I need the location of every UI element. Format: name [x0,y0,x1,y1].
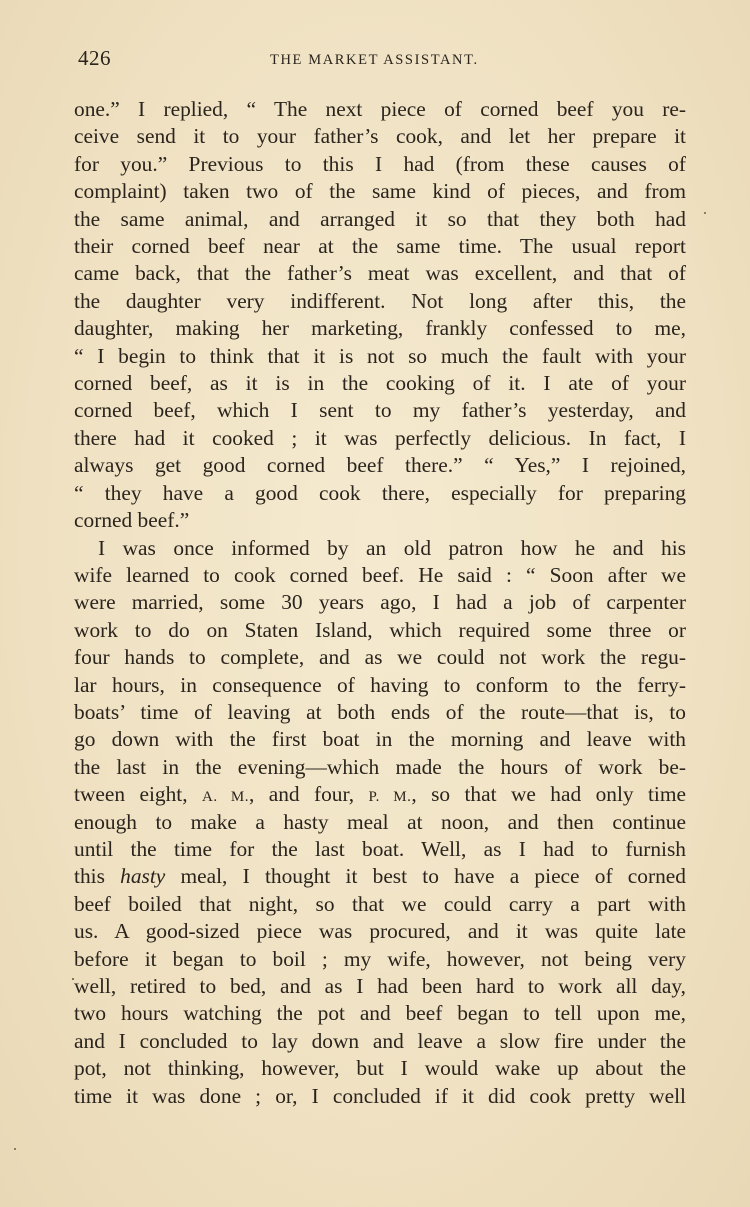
text-segment: tween eight, [74,782,202,807]
text-line: two hours watching the pot and beef began to tell upon me, [74,1001,686,1026]
text-line: lar hours, in consequence of having to conform to the ferry- [74,672,686,697]
text-line: the daughter very indifferent. Not long after this, the [74,288,686,313]
text-line: I was once informed by an old patron how he and his [98,535,686,560]
text-line: came back, that the father’s meat was excellent, and that of [74,261,686,286]
small-caps-am: A. M. [201,789,249,806]
text-line: corned beef, which I sent to my father’s yesterday, and [74,398,686,423]
text-line: pot, not thinking, however, but I would wake up about the [74,1056,686,1081]
text-line: wife learned to cook corned beef. He said : “ Soon after we [74,562,686,587]
text-line: work to do on Staten Island, which required some three or [74,617,686,642]
text-line: before it began to boil ; my wife, however, not being very [74,946,686,971]
text-line: were married, some 30 years ago, I had a job of carpenter [74,590,686,615]
text-line: enough to make a hasty meal at noon, and then continue [74,809,686,834]
text-line: their corned beef near at the same time. The usual report [74,234,686,259]
text-line [74,863,686,890]
small-caps-pm: P. M. [368,789,412,806]
italic-word: hasty [120,864,166,889]
text-line: “ I begin to think that it is not so much the fault with your [74,343,686,368]
paper-speck [72,978,74,980]
text-line: corned beef.” [74,508,190,533]
paper-speck [704,212,706,214]
text-line: always get good corned beef there.” “ Yes,” I rejoined, [74,453,686,478]
text-line: well, retired to bed, and as I had been hard to work all day, [74,974,686,998]
text-segment: , so that we had only time [411,782,686,807]
text-line: there had it cooked ; it was perfectly delicious. In fact, I [74,425,686,450]
text-line: complaint) taken two of the same kind of pieces, and from [74,179,686,204]
paper-speck [14,1148,16,1150]
text-line: the same animal, and arranged it so that they both had [74,206,686,231]
text-line: us. A good-sized piece was procured, and it was quite late [74,919,686,944]
text-segment: this [74,864,121,889]
text-line: go down with the first boat in the morning and leave with [74,727,686,752]
text-line: ceive send it to your father’s cook, and let her prepare it [74,124,686,149]
text-segment: meal, I thought it best to have a piece of corned [165,864,686,889]
text-line: until the time for the last boat. Well, as I had to furnish [74,836,686,861]
page-header [74,46,686,74]
text-line [74,781,686,808]
text-line: beef boiled that night, so that we could carry a part with [74,891,686,916]
text-line: time it was done ; or, I concluded if it did cook pretty well [74,1083,686,1108]
text-line: daughter, making her marketing, frankly confessed to me, [74,316,686,341]
text-line: for you.” Previous to this I had (from these causes of [74,151,686,176]
text-line: one.” I replied, “ The next piece of corned beef you re- [74,97,686,121]
page-number: 426 [78,46,111,70]
body-text [74,96,686,1110]
text-line: the last in the evening—which made the hours of work be- [74,754,686,779]
text-segment: , and four, [248,782,369,807]
text-line: boats’ time of leaving at both ends of the route—that is, to [74,699,686,724]
text-line: and I concluded to lay down and leave a slow fire under the [74,1028,686,1053]
running-title: THE MARKET ASSISTANT. [270,52,479,68]
text-line: corned beef, as it is in the cooking of it. I ate of your [74,371,686,396]
text-line: four hands to complete, and as we could not work the regu- [74,645,686,670]
text-line: “ they have a good cook there, especially for preparing [74,480,686,505]
